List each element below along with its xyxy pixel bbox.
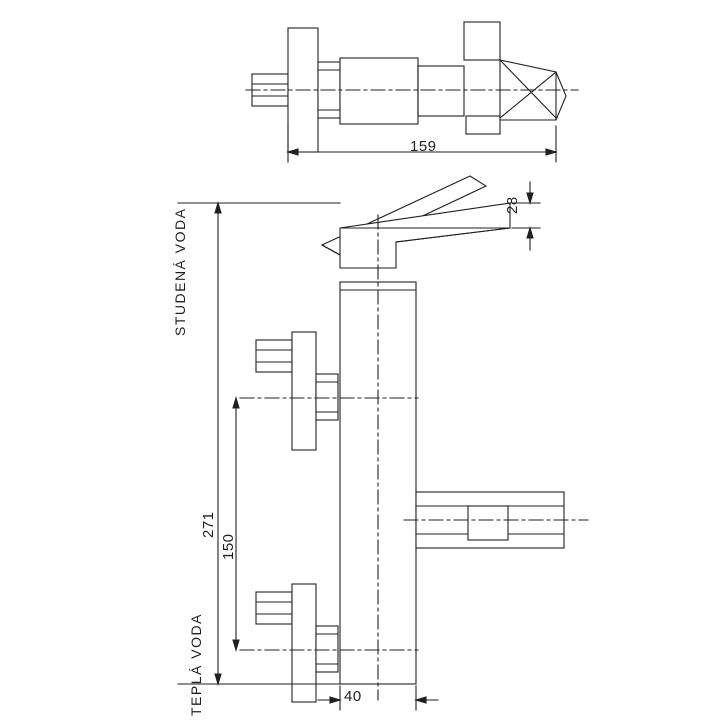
front-view-upper-connector [256,332,338,450]
dimension-label-40: 40 [344,688,362,705]
dimension-label-28: 28 [504,196,521,214]
dimension-label-271: 271 [200,511,217,538]
top-view-top-boss [464,22,500,60]
hot-water-label: TEPLÁ VODA [188,613,204,716]
cold-water-label: STUDENÁ VODA [172,207,188,336]
top-view-body [340,58,464,124]
dimension-label-150: 150 [220,533,237,560]
dim-28 [512,182,540,250]
top-view-bottom-boss [466,116,500,134]
dim-150 [233,398,239,650]
dimension-label-159: 159 [410,138,437,155]
